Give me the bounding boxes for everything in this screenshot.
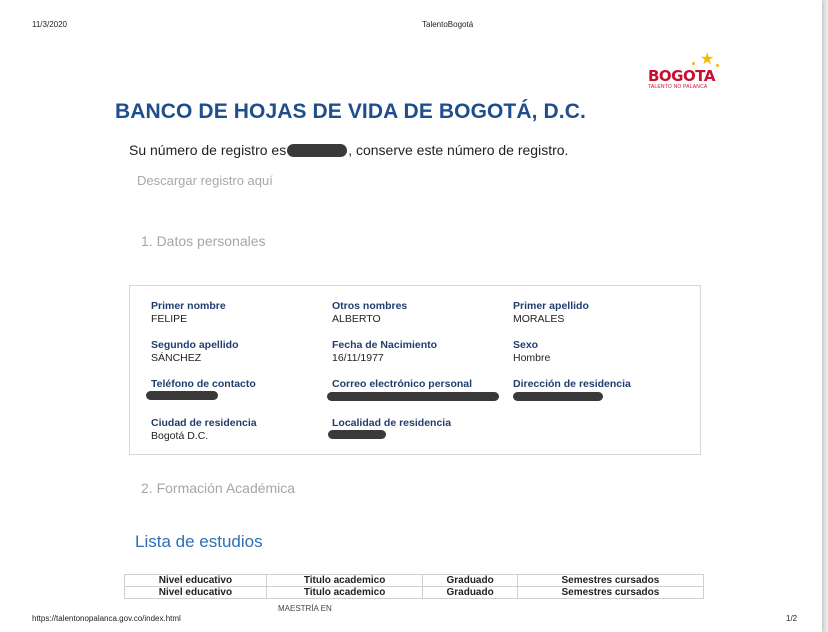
column-header: Titulo academico xyxy=(266,575,423,587)
table-header-row xyxy=(125,575,704,587)
redacted-phone xyxy=(146,391,218,400)
bogota-logo xyxy=(646,52,726,94)
section-academic: 2. Formación Académica xyxy=(141,480,296,496)
logo-tagline: TALENTO NO PALANCA xyxy=(648,84,708,90)
redacted-address xyxy=(513,392,603,401)
column-header: Graduado xyxy=(423,575,518,587)
field-label: Correo electrónico personal xyxy=(332,378,473,390)
logo-word: BOGOTA xyxy=(648,67,715,85)
field-value: SÁNCHEZ xyxy=(151,352,202,364)
field-value: Bogotá D.C. xyxy=(151,430,209,442)
table-cell-partial: MAESTRÍA EN xyxy=(278,604,332,613)
field-label: Primer nombre xyxy=(151,300,226,312)
download-registration-link[interactable]: Descargar registro aquí xyxy=(137,173,273,188)
field-sexo xyxy=(513,339,688,365)
field-label: Localidad de residencia xyxy=(332,417,452,429)
field-otros-nombres xyxy=(332,300,507,326)
field-label: Otros nombres xyxy=(332,300,408,312)
field-label: Primer apellido xyxy=(513,300,589,312)
field-primer-nombre xyxy=(151,300,326,326)
field-value: Hombre xyxy=(513,352,551,364)
logo-dot xyxy=(692,62,695,65)
column-header: Titulo academico xyxy=(266,587,423,599)
field-label: Dirección de residencia xyxy=(513,378,631,390)
field-value: MORALES xyxy=(513,313,565,325)
registration-suffix: , conserve este número de registro. xyxy=(348,142,569,158)
field-label: Fecha de Nacimiento xyxy=(332,339,438,351)
column-header: Semestres cursados xyxy=(517,575,703,587)
personal-data-card xyxy=(129,285,701,455)
field-label: Ciudad de residencia xyxy=(151,417,257,429)
logo-dot xyxy=(716,64,719,67)
field-telefono xyxy=(151,378,326,391)
field-direccion xyxy=(513,378,688,391)
registration-prefix: Su número de registro es xyxy=(129,142,287,158)
star-icon: ★ xyxy=(700,51,715,68)
registration-line xyxy=(129,142,568,158)
print-header-date: 11/3/2020 xyxy=(32,20,67,29)
field-fecha-nacimiento xyxy=(332,339,507,365)
field-localidad xyxy=(332,417,507,430)
studies-table xyxy=(124,574,704,599)
field-value: ALBERTO xyxy=(332,313,381,325)
field-value: 16/11/1977 xyxy=(332,352,384,364)
redacted-email xyxy=(327,392,499,401)
column-header: Nivel educativo xyxy=(125,575,267,587)
column-header: Graduado xyxy=(423,587,518,599)
field-ciudad xyxy=(151,417,326,443)
column-header: Nivel educativo xyxy=(125,587,267,599)
field-label: Sexo xyxy=(513,339,539,351)
field-correo xyxy=(332,378,507,391)
print-header-title: TalentoBogotá xyxy=(422,20,474,29)
page-title: BANCO DE HOJAS DE VIDA DE BOGOTÁ, D.C. xyxy=(115,100,586,123)
column-header: Semestres cursados xyxy=(517,587,703,599)
table-header-row xyxy=(125,587,704,599)
redacted-registration-number xyxy=(287,144,347,157)
field-label: Segundo apellido xyxy=(151,339,239,351)
field-label: Teléfono de contacto xyxy=(151,378,256,390)
field-segundo-apellido xyxy=(151,339,326,365)
redacted-localidad xyxy=(328,430,386,439)
print-footer-page: 1/2 xyxy=(786,614,798,623)
field-primer-apellido xyxy=(513,300,688,326)
section-personal-data: 1. Datos personales xyxy=(141,233,266,249)
field-value: FELIPE xyxy=(151,313,188,325)
studies-list-title: Lista de estudios xyxy=(135,532,263,551)
print-footer-url: https://talentonopalanca.gov.co/index.html xyxy=(32,614,181,623)
